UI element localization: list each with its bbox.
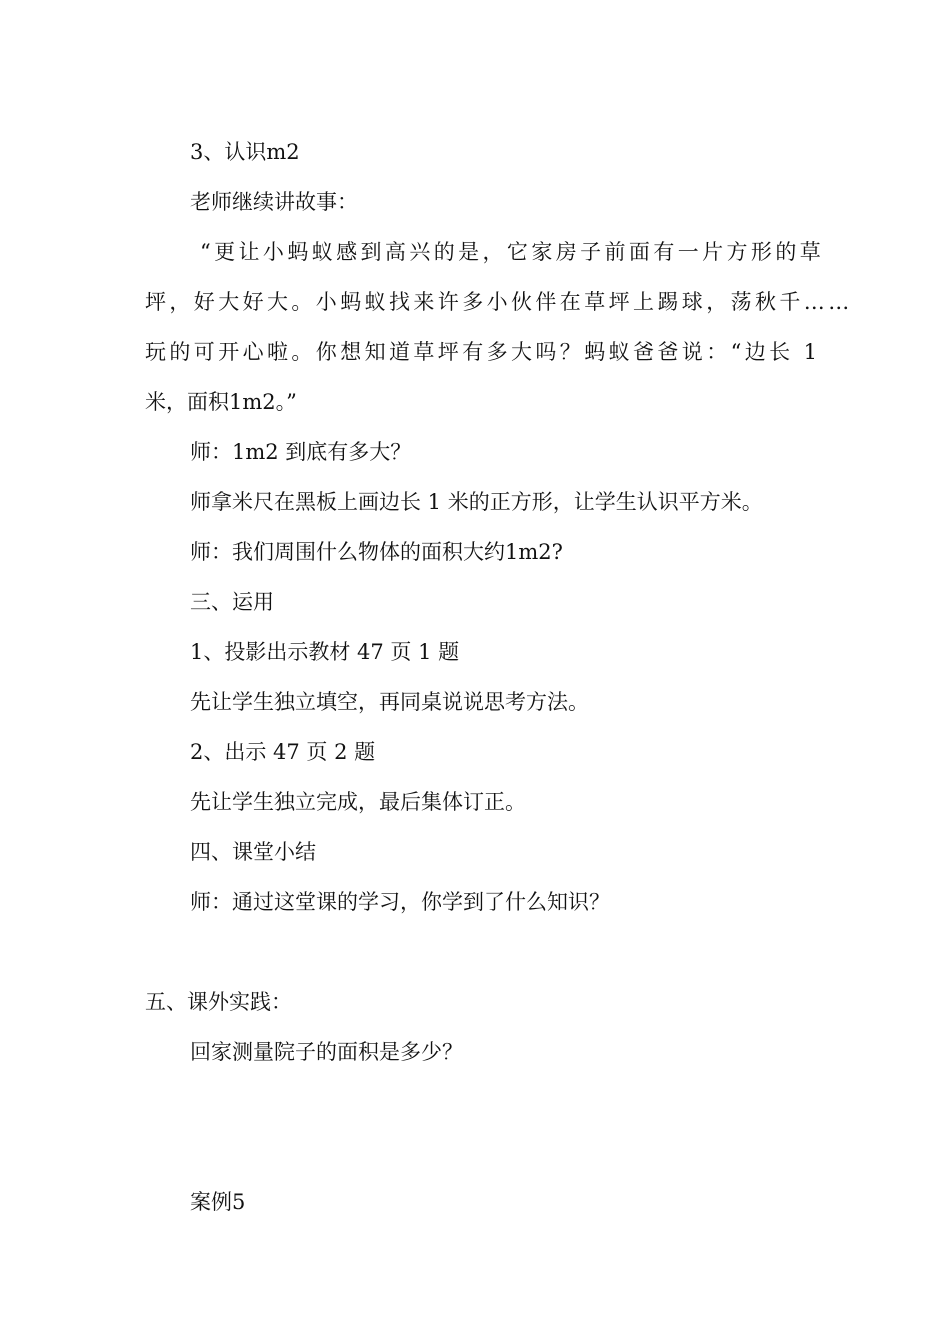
paragraph-text: 先让学生独立填空，再同桌说说思考方法。 xyxy=(190,690,589,714)
paragraph-text: 1、投影出示教材 47 页 1 题 xyxy=(190,640,460,664)
section-heading-recognize-m2: 3、认识m2 xyxy=(190,140,300,164)
paragraph-text: 师：我们周围什么物体的面积大约1m2? xyxy=(190,540,563,564)
story-quote-line-1: “更让小蚂蚁感到高兴的是，它家房子前面有一片方形的草 xyxy=(200,240,825,264)
paragraph-text: 师拿米尺在黑板上画边长 1 米的正方形，让学生认识平方米。 xyxy=(190,490,763,514)
paragraph-text: 老师继续讲故事： xyxy=(190,190,358,214)
paragraph-text: 回家测量院子的面积是多少？ xyxy=(190,1040,463,1064)
paragraph-text: 2、出示 47 页 2 题 xyxy=(190,740,376,764)
case-heading: 案例5 xyxy=(190,1190,246,1214)
section-heading-practice: 五、课外实践： xyxy=(145,990,292,1014)
section-heading-summary: 四、课堂小结 xyxy=(190,840,316,864)
paragraph-text: 师：通过这堂课的学习，你学到了什么知识？ xyxy=(190,890,610,914)
story-quote-line-2: 坪，好大好大。小蚂蚁找来许多小伙伴在草坪上踢球，荡秋千…… xyxy=(145,290,853,314)
story-quote-line-4: 米，面积1m2。” xyxy=(145,390,297,414)
paragraph-text: 师：1m2 到底有多大？ xyxy=(190,440,412,464)
story-quote-line-3: 玩的可开心啦。你想知道草坪有多大吗？蚂蚁爸爸说：“边长 1 xyxy=(145,340,821,364)
paragraph-text: 先让学生独立完成，最后集体订正。 xyxy=(190,790,526,814)
section-heading-application: 三、运用 xyxy=(190,590,274,614)
